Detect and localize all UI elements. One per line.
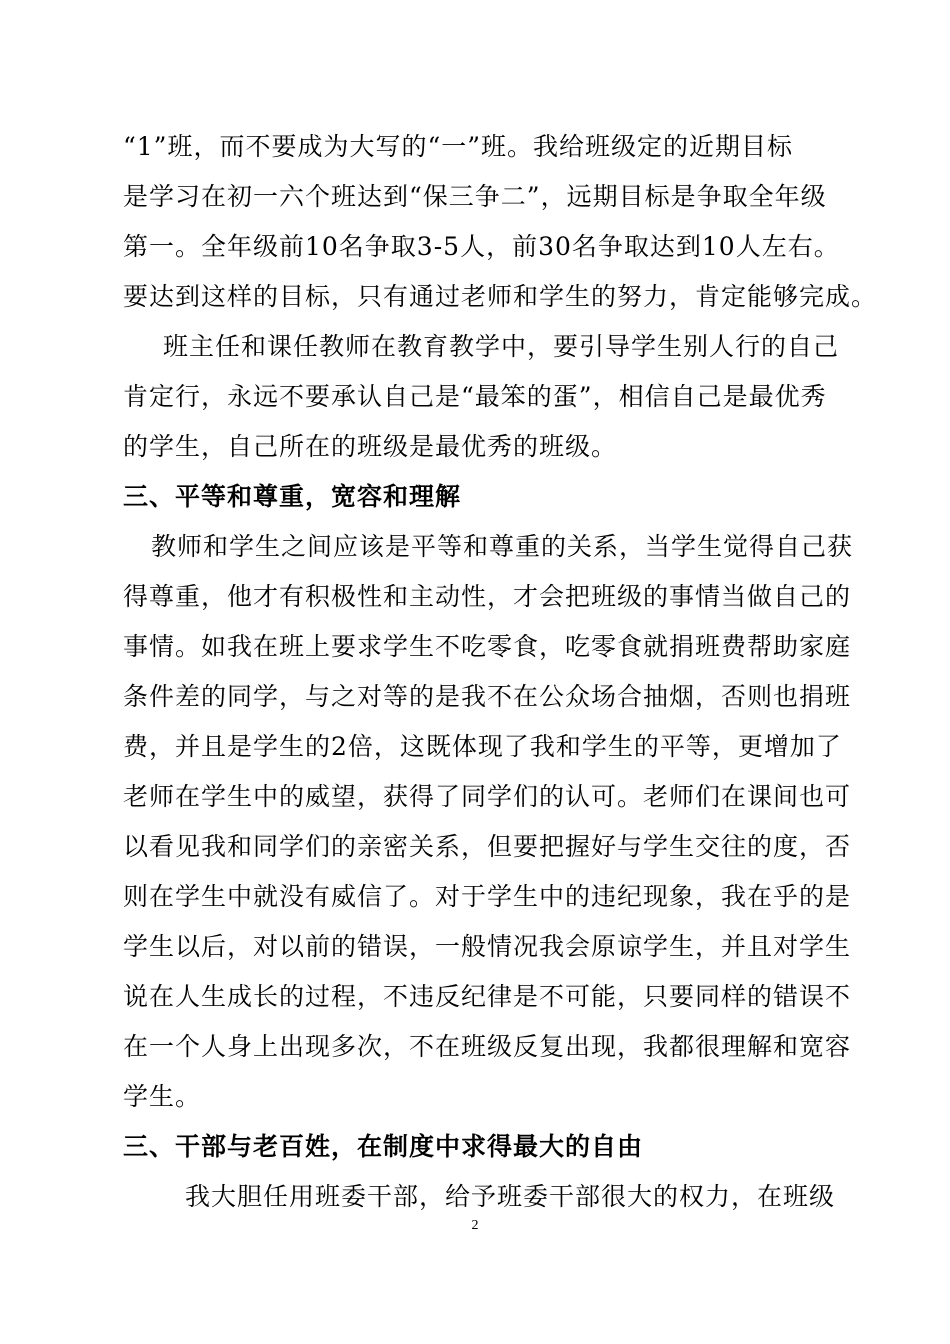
text-line: 第一。全年级前10名争取3-5人，前30名争取达到10人左右。: [123, 232, 840, 261]
page-number: 2: [471, 1218, 479, 1233]
text-line: 班主任和课任教师在教育教学中，要引导学生别人行的自己: [163, 332, 840, 361]
text-line: 教师和学生之间应该是平等和尊重的关系，当学生觉得自己获: [151, 532, 854, 561]
document-page: [123, 122, 878, 1222]
text-line: 学生以后，对以前的错误，一般情况我会原谅学生，并且对学生: [123, 932, 852, 961]
text-line: 的学生，自己所在的班级是最优秀的班级。: [123, 432, 618, 461]
text-line: 则在学生中就没有威信了。对于学生中的违纪现象，我在乎的是: [123, 882, 852, 911]
text-line: 老师在学生中的威望，获得了同学们的认可。老师们在课间也可: [123, 782, 852, 811]
text-line: 得尊重，他才有积极性和主动性，才会把班级的事情当做自己的: [123, 582, 852, 611]
text-line: 在一个人身上出现多次，不在班级反复出现，我都很理解和宽容: [123, 1032, 852, 1061]
text-line: 要达到这样的目标，只有通过老师和学生的努力，肯定能够完成。: [123, 282, 878, 311]
text-line: 费，并且是学生的2倍，这既体现了我和学生的平等，更增加了: [123, 732, 842, 761]
text-line: 条件差的同学，与之对等的是我不在公众场合抽烟，否则也捐班: [123, 682, 852, 711]
text-line: 我大胆任用班委干部，给予班委干部很大的权力，在班级: [185, 1182, 836, 1211]
text-line: 肯定行，永远不要承认自己是“最笨的蛋”，相信自己是最优秀: [123, 382, 827, 411]
text-line: 说在人生成长的过程，不违反纪律是不可能，只要同样的错误不: [123, 982, 852, 1011]
section-heading: 三、干部与老百姓，在制度中求得最大的自由: [123, 1132, 644, 1161]
text-line: “1”班，而不要成为大写的“一”班。我给班级定的近期目标: [123, 132, 794, 161]
section-heading: 三、平等和尊重，宽容和理解: [123, 482, 462, 511]
text-line: 是学习在初一六个班达到“保三争二”，远期目标是争取全年级: [123, 182, 827, 211]
text-line: 事情。如我在班上要求学生不吃零食，吃零食就捐班费帮助家庭: [123, 632, 852, 661]
text-line: 以看见我和同学们的亲密关系，但要把握好与学生交往的度，否: [123, 832, 852, 861]
text-line: 学生。: [123, 1082, 202, 1111]
